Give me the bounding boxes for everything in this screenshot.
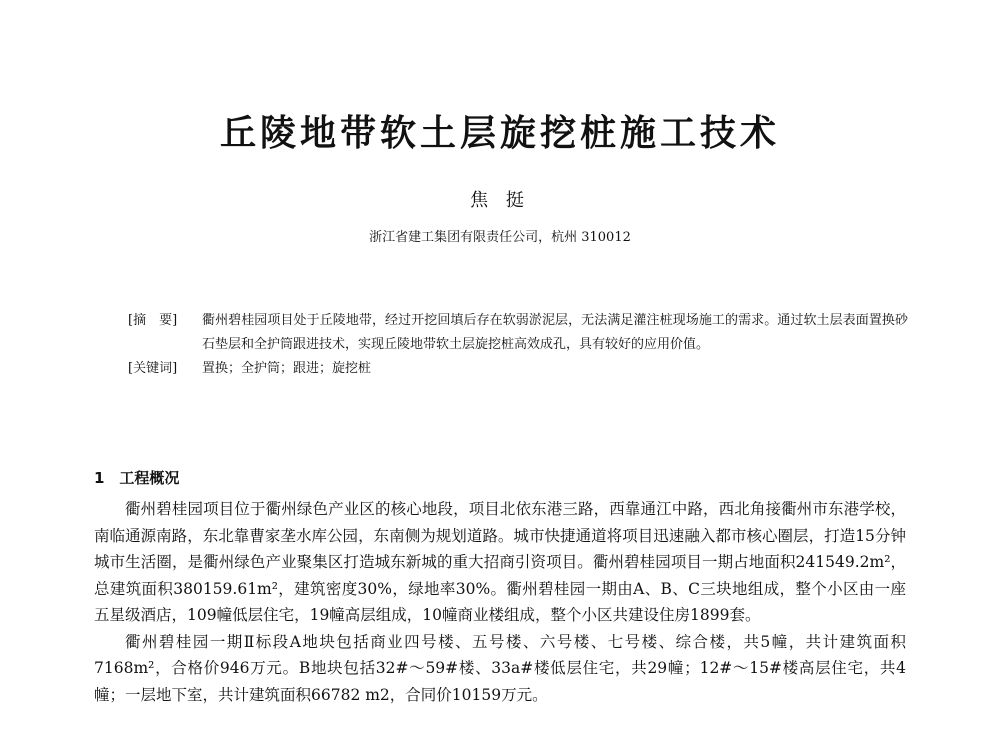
body-paragraph: 衢州碧桂园一期Ⅱ标段A地块包括商业四号楼、五号楼、六号楼、七号楼、综合楼，共5幢，共计建筑面积7168m²，合格价946万元。B地块包括32#～59#楼、33a#楼低层住宅，共29幢；12#～15#楼高层住宅，共4幢；一层地下室，共计建筑面积66782 m2，合同价10159万元。: [94, 632, 906, 704]
abstract-text: 衢州碧桂园项目处于丘陵地带，经过开挖回填后存在软弱淤泥层，无法满足灌注桩现场施工的需求。通过软土层表面置换砂石垫层和全护筒跟进技术，实现丘陵地带软土层旋挖桩高效成孔，具有较好的应用价值。: [202, 313, 908, 352]
section-heading: 1 工程概况: [94, 469, 180, 487]
author-name: 焦 挺: [470, 190, 530, 211]
abstract-row: [128, 309, 908, 357]
abstract-block: [128, 309, 908, 381]
keywords-text: 置换；全护筒；跟进；旋挖桩: [202, 361, 372, 376]
body-paragraph: 衢州碧桂园项目位于衢州绿色产业区的核心地段，项目北依东港三路，西靠通江中路，西北角接衢州市东港学校，南临通源南路，东北靠曹家垄水库公园，东南侧为规划道路。城市快捷通道将项目迅速融入都市核心圈层，打造15分钟城市生活圈，是衢州绿色产业聚集区打造城东新城的重大招商引资项目。衢州碧桂园项目一期占地面积241549.2m²，总建筑面积380159.61m²，建筑密度30%，绿地率30%。衢州碧桂园一期由A、B、C三块地组成，整个小区由一座五星级酒店，109幢低层住宅，19幢高层组成，10幢商业楼组成，整个小区共建设住房1899套。: [94, 500, 906, 624]
section-body: [94, 496, 906, 708]
paper-title: 丘陵地带软土层旋挖桩施工技术: [219, 113, 780, 154]
keywords-row: [128, 357, 908, 381]
author-affiliation: 浙江省建工集团有限责任公司，杭州 310012: [369, 230, 631, 245]
abstract-label: [摘 要]: [128, 313, 178, 328]
keywords-label: [关键词]: [128, 361, 178, 376]
